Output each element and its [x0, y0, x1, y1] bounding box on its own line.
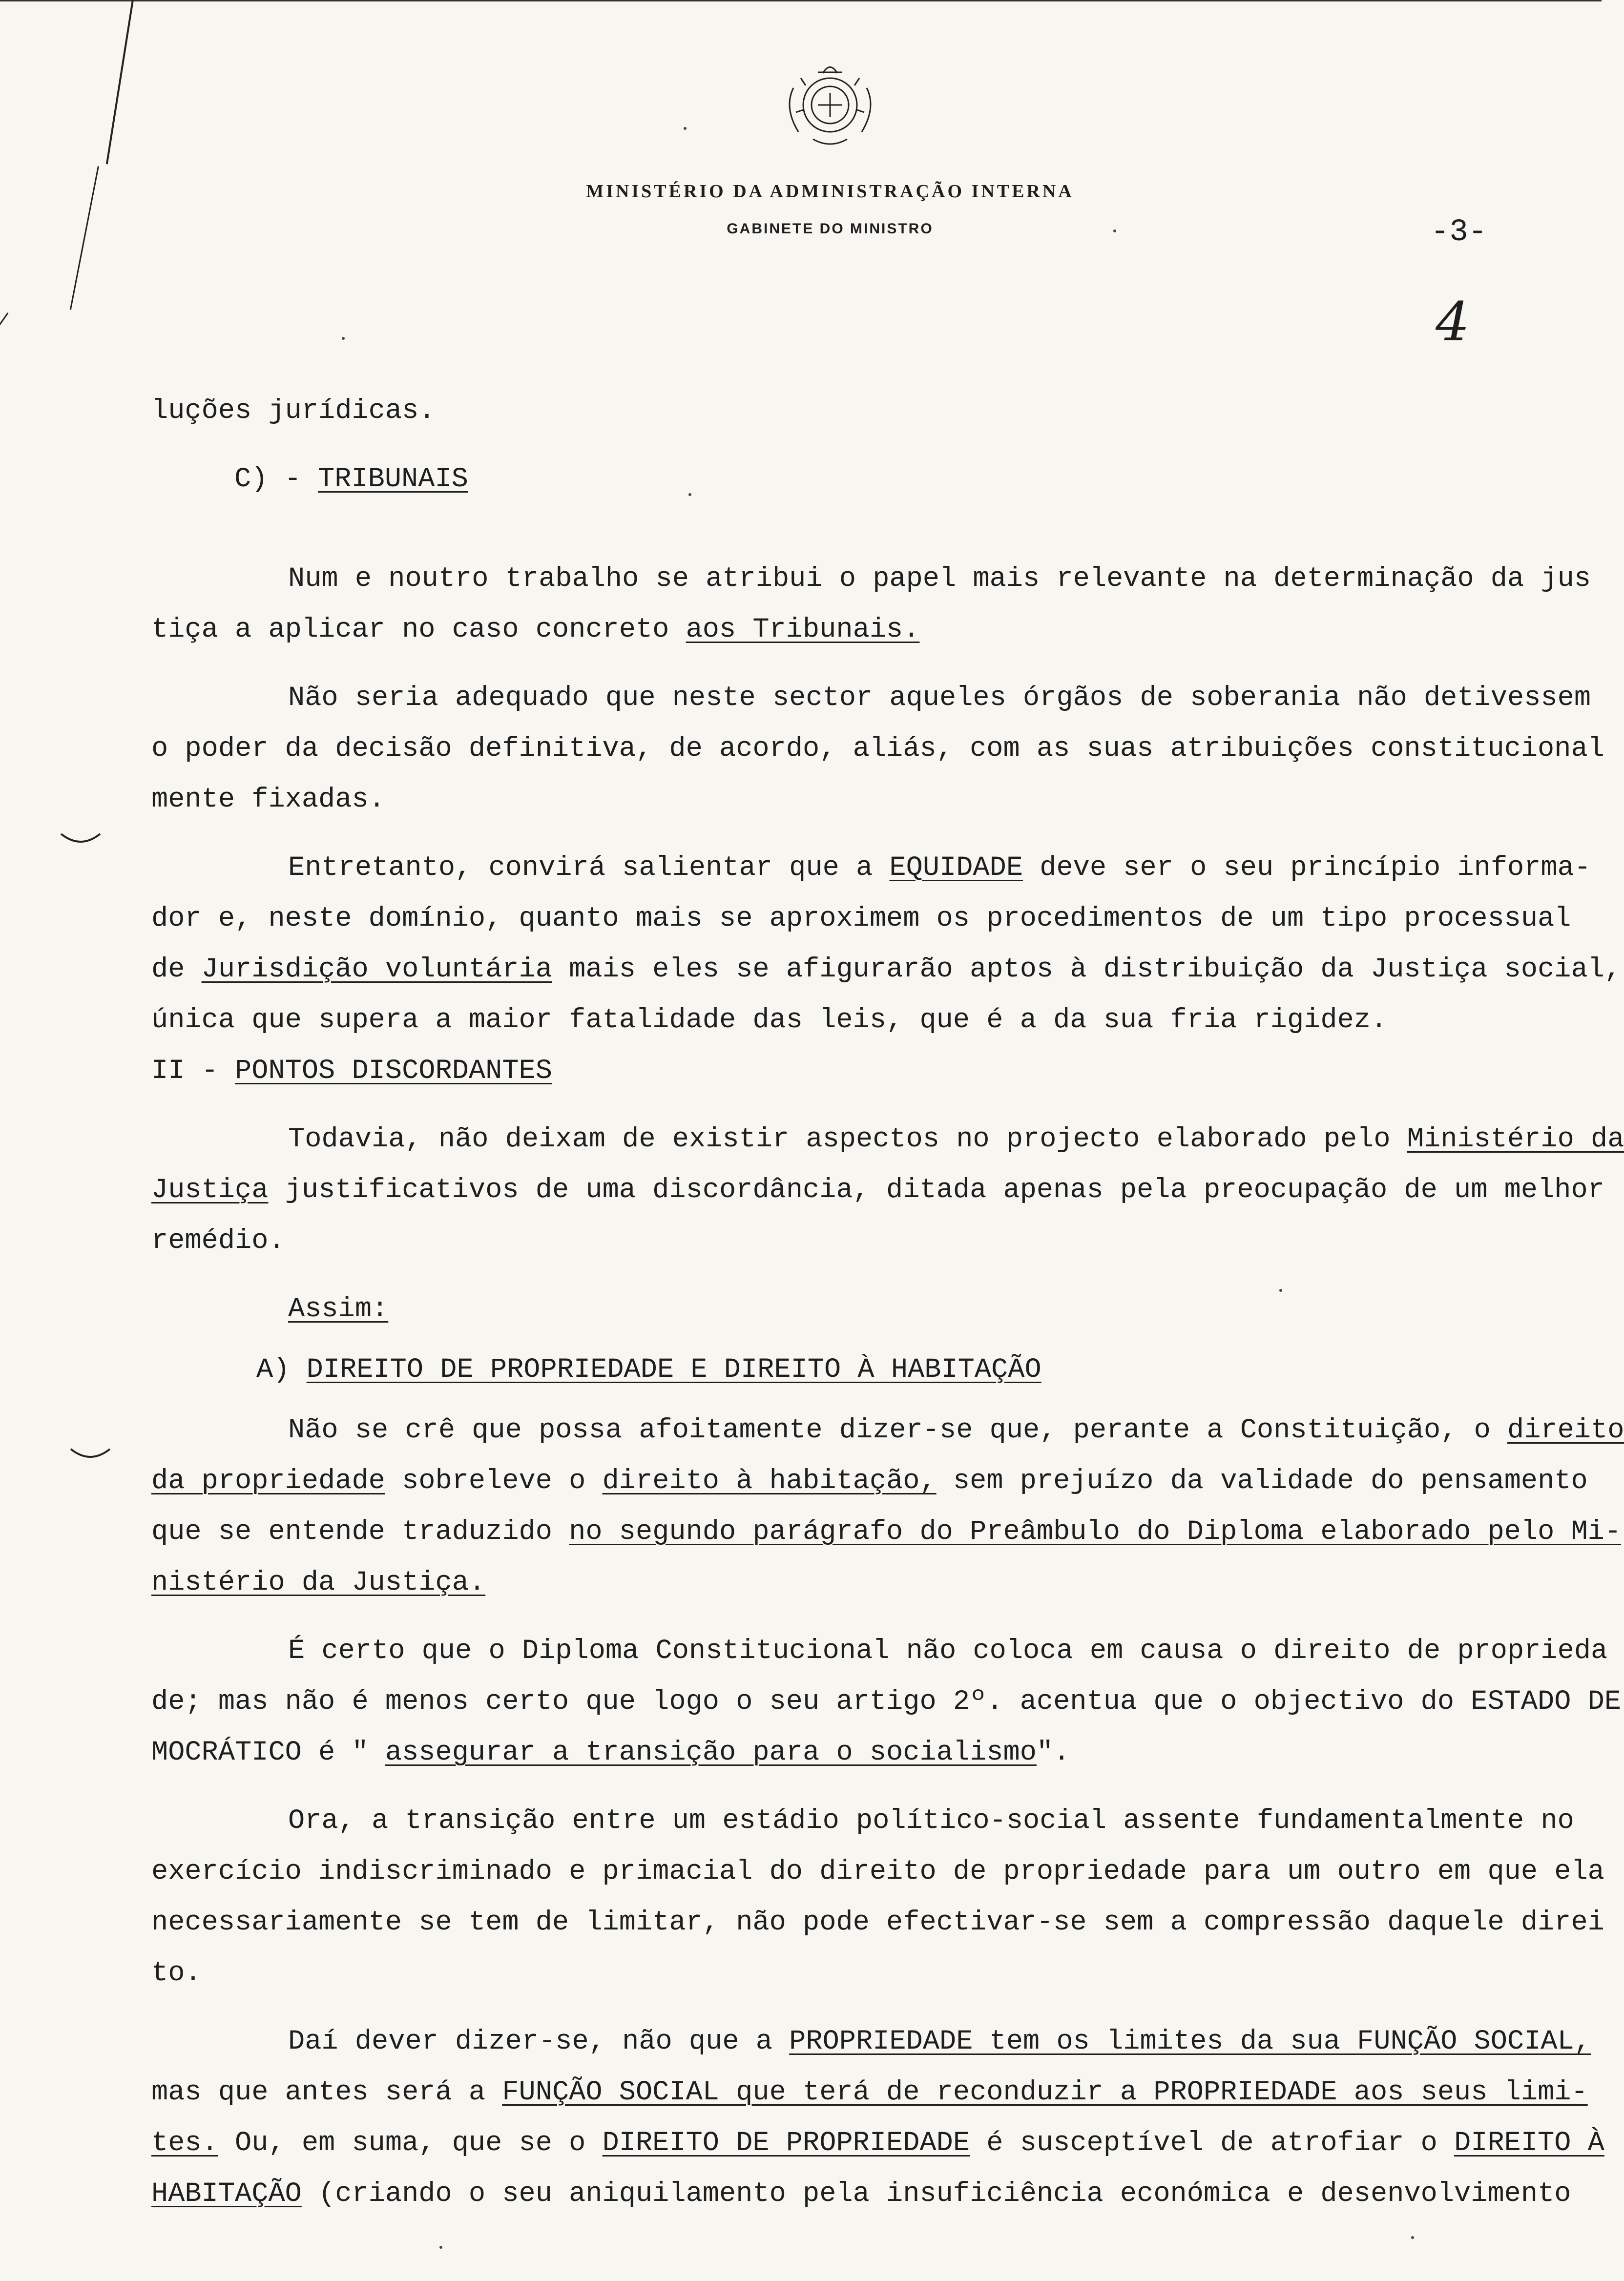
underlined-text: EQUIDADE: [889, 852, 1023, 884]
paragraph-line: tes. Ou, em suma, que se o DIREITO DE PROPRIEDADE é susceptível de atrofiar o DIREITO À: [151, 2128, 1604, 2159]
paragraph-line: de Jurisdição voluntária mais eles se afigurarão aptos à distribuição da Justiça social,: [151, 954, 1622, 985]
section-prefix: C) -: [234, 464, 318, 495]
paper-speck: [342, 337, 345, 340]
section-heading: [151, 454, 1597, 505]
underlined-text: aos Tribunais.: [686, 614, 920, 645]
underlined-text: Ministério da: [1407, 1124, 1624, 1155]
page-number: -3-: [1431, 215, 1487, 250]
paragraph-line: Todavia, não deixam de existir aspectos no projecto elaborado pelo Ministério da: [288, 1124, 1624, 1155]
section-heading: [151, 1345, 1597, 1395]
paragraph-line: [151, 1557, 1597, 1608]
ministry-name: MINISTÉRIO DA ADMINISTRAÇÃO INTERNA: [586, 181, 1074, 202]
paragraph-line: exercício indiscriminado e primacial do direito de propriedade para um outro em que ela: [151, 1856, 1604, 1887]
text-line: luções jurídicas.: [151, 395, 436, 427]
underlined-text: HABITAÇÃO: [151, 2178, 302, 2210]
subheading: Assim:: [288, 1294, 389, 1325]
paragraph-line: mente fixadas.: [151, 784, 385, 815]
paragraph-line: mas que antes será a FUNÇÃO SOCIAL que terá de reconduzir a PROPRIEDADE aos seus limi-: [151, 2077, 1588, 2108]
section-heading: [151, 1046, 1597, 1097]
underlined-text: tes.: [151, 2128, 218, 2159]
paragraph-line: remédio.: [151, 1225, 285, 1257]
underlined-text: DIREITO À: [1454, 2128, 1604, 2159]
underlined-text: no segundo parágrafo do Preâmbulo do Diploma elaborado pelo Mi-: [569, 1516, 1622, 1548]
underlined-text: PROPRIEDADE tem os limites da sua FUNÇÃO SOCIAL,: [789, 2026, 1591, 2057]
paper-speck: [684, 127, 687, 130]
paragraph-line: que se entende traduzido no segundo parágrafo do Preâmbulo do Diploma elaborado pelo Mi-: [151, 1516, 1622, 1548]
paragraph-line: necessariamente se tem de limitar, não pode efectivar-se sem a compressão daquele direi: [151, 1907, 1604, 1938]
document-body: [151, 386, 1624, 2219]
paragraph-line: da propriedade sobreleve o direito à habitação, sem prejuízo da validade do pensamento: [151, 1466, 1588, 1497]
coat-of-arms-icon: [764, 59, 896, 156]
section-prefix: A): [256, 1354, 307, 1386]
paragraph-line: Daí dever dizer-se, não que a PROPRIEDADE tem os limites da sua FUNÇÃO SOCIAL,: [288, 2026, 1591, 2057]
underlined-text: DIREITO DE PROPRIEDADE: [602, 2128, 970, 2159]
paragraph-line: Num e noutro trabalho se atribui o papel mais relevante na determinação da jus: [288, 563, 1591, 595]
paragraph-line: única que supera a maior fatalidade das leis, que é a da sua fria rigidez.: [151, 1005, 1388, 1036]
paper-speck: [1113, 229, 1116, 232]
paragraph-line: Ora, a transição entre um estádio político-social assente fundamentalmente no: [288, 1805, 1574, 1837]
section-title: DIREITO DE PROPRIEDADE E DIREITO À HABITAÇÃO: [306, 1354, 1041, 1386]
handwritten-page-mark: 4: [1436, 290, 1470, 353]
section-title: PONTOS DISCORDANTES: [235, 1056, 552, 1087]
underlined-text: Jurisdição voluntária: [201, 954, 552, 985]
paper-speck: [1411, 2236, 1414, 2239]
underlined-text: Justiça: [151, 1175, 269, 1206]
paragraph-line: Não seria adequado que neste sector aqueles órgãos de soberania não detivessem: [288, 683, 1591, 714]
letterhead: [537, 59, 1123, 237]
cabinet-name: GABINETE DO MINISTRO: [727, 221, 934, 237]
top-border-line: [0, 0, 1602, 1]
paragraph-line: tiça a aplicar no caso concreto aos Tribunais.: [151, 614, 920, 645]
underlined-text: nistério da Justiça.: [151, 1567, 486, 1598]
paragraph-line: Justiça justificativos de uma discordância, ditada apenas pela preocupação de um melhor: [151, 1175, 1604, 1206]
underlined-text: da propriedade: [151, 1466, 385, 1497]
paragraph-line: o poder da decisão definitiva, de acordo, aliás, com as suas atribuições constitucional: [151, 733, 1604, 765]
paragraph-line: É certo que o Diploma Constitucional não coloca em causa o direito de proprieda: [288, 1636, 1608, 1667]
underlined-text: direito à habitação,: [602, 1466, 937, 1497]
margin-pencil-line: [106, 0, 134, 164]
paragraph-line: HABITAÇÃO (criando o seu aniquilamento pela insuficiência económica e desenvolvimento: [151, 2178, 1571, 2210]
underlined-text: FUNÇÃO SOCIAL que terá de reconduzir a PROPRIEDADE aos seus limi-: [502, 2077, 1588, 2108]
paragraph-line: dor e, neste domínio, quanto mais se aproximem os procedimentos de um tipo processual: [151, 903, 1571, 934]
section-title: TRIBUNAIS: [318, 464, 468, 495]
underlined-text: direito: [1507, 1415, 1624, 1446]
margin-smile-mark: [68, 1445, 112, 1465]
underlined-text: assegurar a transição para o socialismo: [385, 1737, 1037, 1768]
paragraph-line: Não se crê que possa afoitamente dizer-se que, perante a Constituição, o direito: [288, 1415, 1624, 1446]
paragraph-line: to.: [151, 1958, 202, 1989]
margin-pencil-line: [70, 166, 99, 310]
margin-tick: [0, 312, 8, 329]
margin-smile-mark: [59, 830, 103, 850]
paragraph-line: de; mas não é menos certo que logo o seu artigo 2º. acentua que o objectivo do ESTADO DE: [151, 1686, 1622, 1718]
paragraph-line: MOCRÁTICO é " assegurar a transição para o socialismo".: [151, 1737, 1070, 1768]
paragraph-line: Entretanto, convirá salientar que a EQUIDADE deve ser o seu princípio informa-: [288, 852, 1591, 884]
paper-speck: [439, 2246, 442, 2249]
section-prefix: II -: [151, 1056, 235, 1087]
